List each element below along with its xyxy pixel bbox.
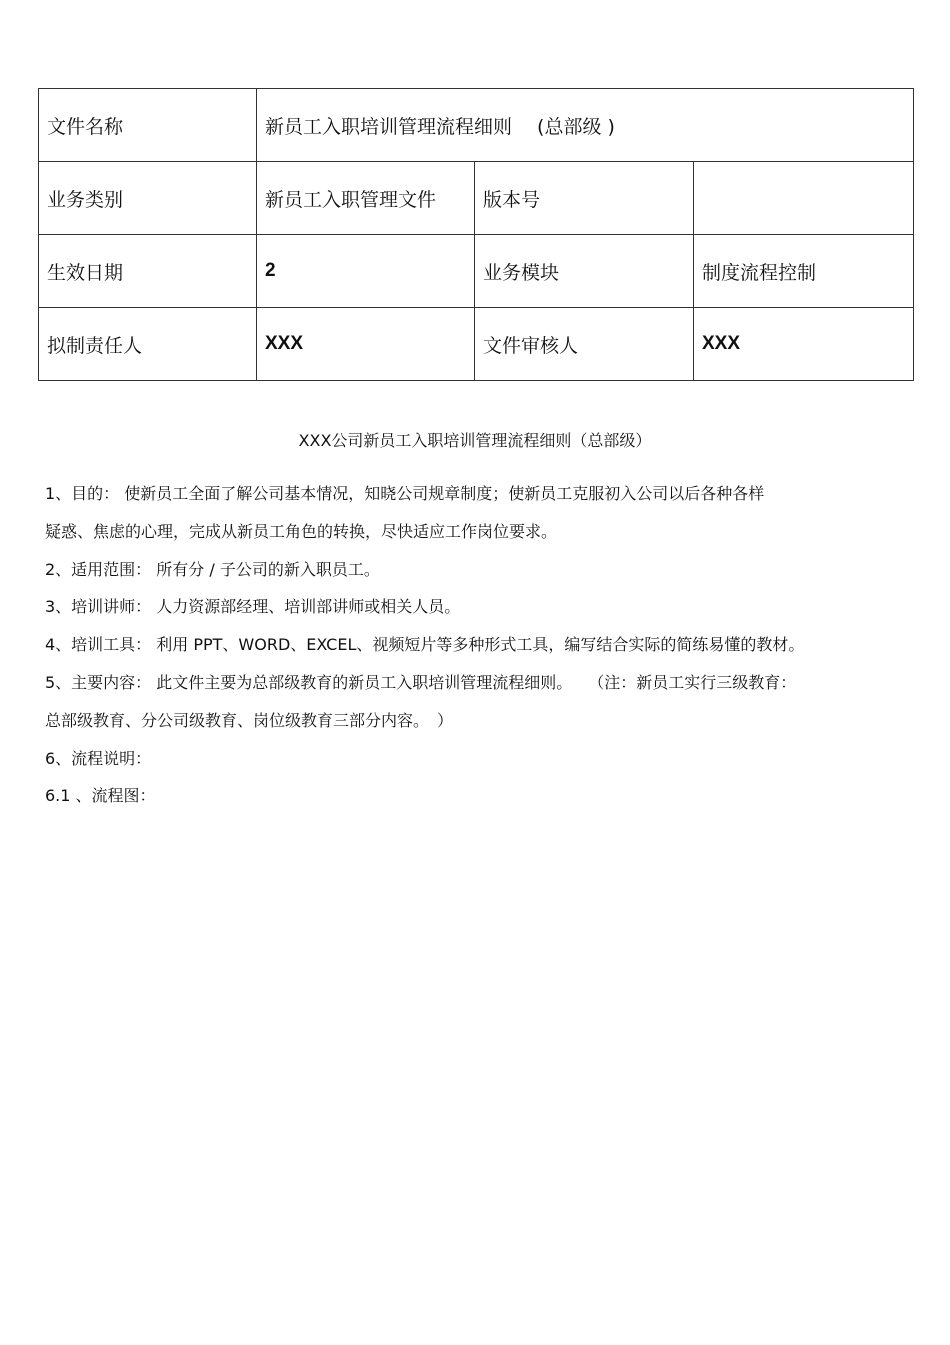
paragraph-line: 3、培训讲师： 人力资源部经理、培训部讲师或相关人员。 (45, 597, 461, 617)
paragraph-line: 疑惑、焦虑的心理，完成从新员工角色的转换，尽快适应工作岗位要求。 (45, 521, 558, 541)
version-label: 版本号 (475, 162, 694, 235)
file-name-value: 新员工入职培训管理流程细则 (总部级 ) (257, 89, 914, 162)
table-row (39, 235, 914, 308)
reviewer-label: 文件审核人 (475, 308, 694, 381)
document-title: XXX公司新员工入职培训管理流程细则（总部级） (298, 431, 652, 450)
version-value (694, 162, 914, 235)
drafter-value: XXX (257, 308, 475, 381)
drafter-label: 拟制责任人 (39, 308, 257, 381)
paragraph-line: 5、主要内容： 此文件主要为总部级教育的新员工入职培训管理流程细则。 （注：新员工实行三级教育： (45, 672, 797, 692)
paragraph-line: 总部级教育、分公司级教育、岗位级教育三部分内容。 ） (45, 710, 454, 730)
reviewer-value: XXX (694, 308, 914, 381)
business-module-value: 制度流程控制 (694, 235, 914, 308)
paragraph-line: 6.1 、流程图： (45, 786, 156, 806)
table-row (39, 162, 914, 235)
document-info-table (38, 88, 914, 381)
paragraph-line: 2、适用范围： 所有分 / 子公司的新入职员工。 (45, 559, 380, 579)
business-module-label: 业务模块 (475, 235, 694, 308)
paragraph-line: 1、目的： 使新员工全面了解公司基本情况，知晓公司规章制度；使新员工克服初入公司以后各种各样 (45, 484, 765, 503)
table-row (39, 89, 914, 162)
document-body (45, 484, 905, 824)
paragraph-line: 4、培训工具： 利用 PPT、WORD、EXCEL、视频短片等多种形式工具，编写结合实际的简练易懂的教材。 (45, 635, 805, 655)
business-category-label: 业务类别 (39, 162, 257, 235)
business-category-value: 新员工入职管理文件 (257, 162, 475, 235)
file-name-label: 文件名称 (39, 89, 257, 162)
effective-date-value: 2 (257, 235, 475, 308)
table-row (39, 308, 914, 381)
paragraph-line: 6、流程说明： (45, 748, 152, 768)
effective-date-label: 生效日期 (39, 235, 257, 308)
